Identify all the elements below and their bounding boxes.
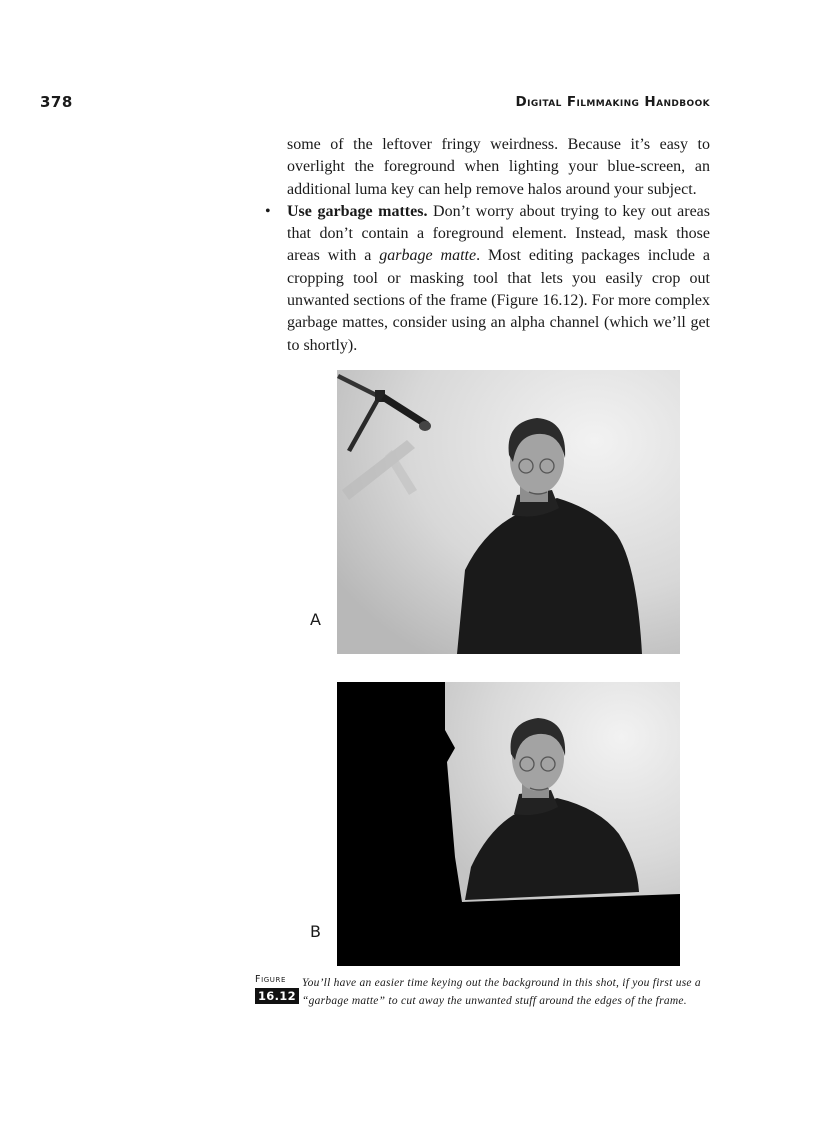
body-text — [265, 134, 711, 357]
bullet-lead: Use garbage mattes. — [287, 202, 428, 220]
plate-label-a: A — [310, 610, 321, 629]
bullet-text-after-term: . Most editing packages include a cropping tool or masking tool that lets you easily crop out unwanted sections of the frame (Figure 16.12). For more complex garbage mattes, consider using an alpha channel (which we’ll get to shortly). — [287, 247, 711, 354]
figure-photo-b — [337, 682, 680, 966]
bullet-text-before-term: Don’t worry about trying to key out areas that don’t contain a foreground element. Instead, mask those areas with a — [287, 202, 710, 265]
figure-caption-number: 16.12 — [255, 988, 299, 1004]
plate-label-b: B — [310, 922, 321, 941]
running-head: Digital Filmmaking Handbook — [515, 94, 710, 110]
bullet-item-garbage-mattes — [265, 201, 711, 357]
page-number: 378 — [40, 93, 73, 111]
bullet-term: garbage matte — [379, 247, 477, 265]
photo-b-illustration — [337, 682, 680, 966]
figure-caption-text: You’ll have an easier time keying out the background in this shot, if you first use a “garbage matte” to cut away the unwanted stuff around the edges of the frame. — [302, 977, 701, 1007]
bullet-marker: • — [265, 202, 271, 220]
figure-caption-tag — [255, 974, 295, 1004]
photo-a-illustration — [337, 370, 680, 654]
figure-caption-word: Figure — [255, 974, 286, 985]
continuation-paragraph: some of the leftover fringy weirdness. Because it’s easy to overlight the foreground when lighting your blue-screen, an additional luma key can help remove halos around your subject. — [287, 136, 710, 198]
figure-photo-a — [337, 370, 680, 654]
